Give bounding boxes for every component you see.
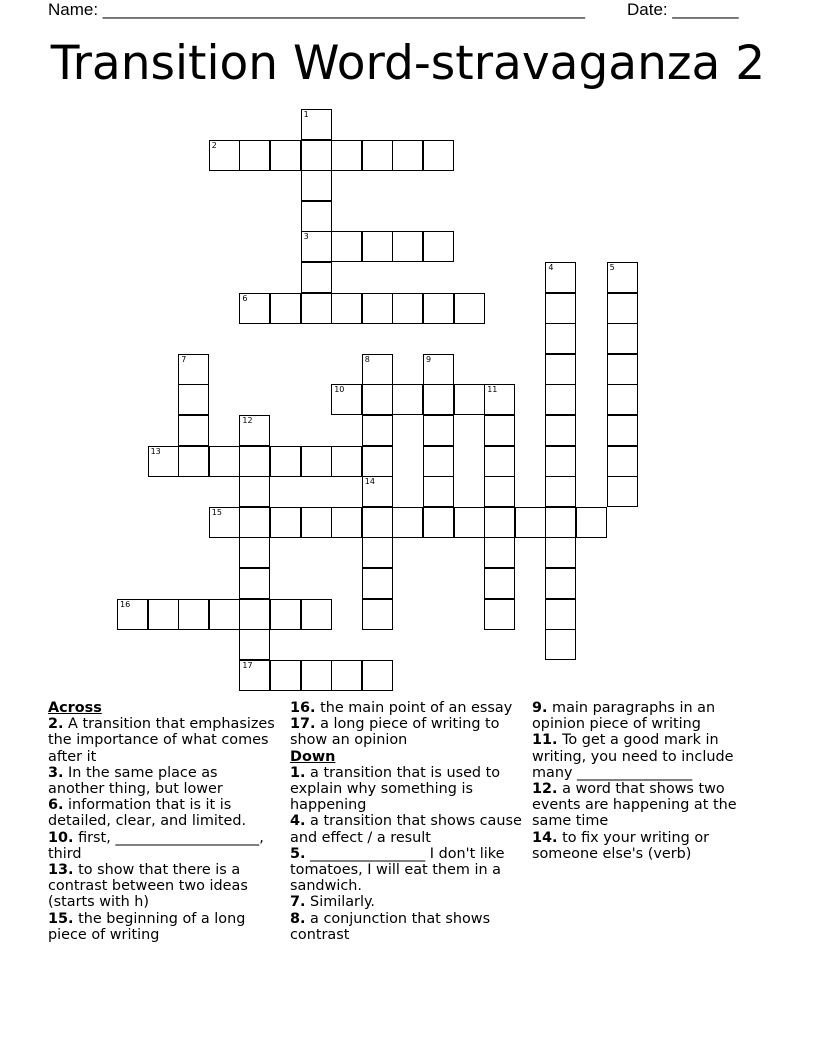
crossword-cell[interactable]	[545, 599, 576, 630]
page-title: Transition Word-stravaganza 2	[50, 36, 766, 91]
crossword-cell[interactable]	[331, 660, 362, 691]
crossword-cell[interactable]	[545, 476, 576, 507]
down-heading: Down	[290, 748, 336, 765]
clue-text: main paragraphs in an opinion piece of writing	[532, 700, 716, 733]
crossword-cell[interactable]	[545, 537, 576, 568]
clue-number: 14	[364, 477, 375, 487]
clue-item	[290, 716, 522, 748]
clue-column-3	[532, 700, 762, 862]
clue-text: A transition that emphasizes the importance of what comes after it	[48, 716, 275, 765]
clue-item	[532, 781, 762, 830]
crossword-cell[interactable]	[331, 140, 362, 171]
crossword-cell[interactable]	[392, 507, 423, 538]
crossword-cell[interactable]	[423, 476, 454, 507]
clue-number: 15	[211, 507, 222, 517]
clue-text: the main point of an essay	[315, 700, 513, 716]
clue-number: 7	[181, 354, 187, 364]
clue-number-label: 9.	[532, 700, 548, 716]
clue-number-label: 15.	[48, 910, 74, 927]
crossword-cell[interactable]	[209, 599, 240, 630]
crossword-cell[interactable]	[209, 507, 240, 538]
crossword-cell[interactable]	[331, 446, 362, 477]
clue-number: 8	[364, 354, 370, 364]
crossword-cell[interactable]	[362, 507, 393, 538]
crossword-cell[interactable]	[607, 384, 638, 415]
clue-text: To get a good mark in writing, you need to include many ________________	[532, 732, 734, 781]
crossword-cell[interactable]	[392, 231, 423, 262]
crossword-cell[interactable]	[423, 231, 454, 262]
clue-number-label: 4.	[290, 813, 306, 830]
crossword-cell[interactable]	[576, 507, 607, 538]
crossword-cell[interactable]	[362, 293, 393, 324]
crossword-cell[interactable]	[301, 140, 332, 171]
clue-number-label: 2.	[48, 716, 64, 733]
crossword-cell[interactable]	[454, 507, 485, 538]
crossword-cell[interactable]	[239, 537, 270, 568]
clue-number-label: 12.	[532, 781, 558, 798]
clue-text: the beginning of a long piece of writing	[48, 910, 246, 943]
clue-item	[290, 765, 522, 814]
crossword-cell[interactable]	[270, 293, 301, 324]
crossword-cell[interactable]	[331, 231, 362, 262]
clue-number: 11	[487, 385, 498, 395]
crossword-cell[interactable]	[423, 293, 454, 324]
crossword-cell[interactable]	[239, 599, 270, 630]
crossword-cell[interactable]	[239, 507, 270, 538]
crossword-cell[interactable]	[239, 415, 270, 446]
crossword-cell[interactable]	[362, 354, 393, 385]
clue-number-label: 10.	[48, 829, 74, 846]
clue-number-label: 13.	[48, 862, 74, 879]
clue-item	[290, 894, 522, 910]
clue-text: a transition that shows cause and effect / a result	[290, 813, 522, 846]
crossword-cell[interactable]	[362, 231, 393, 262]
clue-number: 1	[303, 110, 309, 119]
crossword-cell[interactable]	[301, 231, 332, 262]
crossword-cell[interactable]	[423, 415, 454, 446]
crossword-cell[interactable]	[301, 170, 332, 201]
crossword-cell[interactable]	[484, 537, 515, 568]
clue-number: 10	[334, 385, 345, 395]
clue-text: In the same place as another thing, but lower	[48, 764, 223, 798]
crossword-cell[interactable]	[392, 140, 423, 171]
clue-text: to fix your writing or someone else's (verb)	[532, 829, 710, 862]
crossword-cell[interactable]	[515, 507, 546, 538]
clue-item	[48, 716, 276, 765]
crossword-cell[interactable]	[331, 293, 362, 324]
crossword-cell[interactable]	[423, 384, 454, 415]
clue-list	[290, 765, 522, 943]
date-field-label[interactable]: Date: _______	[627, 0, 739, 19]
clue-number-label: 11.	[532, 732, 558, 749]
crossword-cell[interactable]	[270, 140, 301, 171]
crossword-cell[interactable]	[209, 446, 240, 477]
crossword-cell[interactable]	[362, 476, 393, 507]
crossword-cell[interactable]	[392, 384, 423, 415]
crossword-cell[interactable]	[178, 384, 209, 415]
clue-number: 5	[609, 263, 615, 272]
crossword-cell[interactable]	[331, 384, 362, 415]
crossword-cell[interactable]	[545, 293, 576, 324]
clue-text: a transition that is used to explain why something is happening	[290, 764, 501, 814]
crossword-cell[interactable]	[545, 354, 576, 385]
crossword-cell[interactable]	[484, 507, 515, 538]
clue-list	[290, 700, 522, 749]
crossword-cell[interactable]	[362, 660, 393, 691]
crossword-cell[interactable]	[239, 446, 270, 477]
clue-item	[290, 700, 522, 716]
crossword-cell[interactable]	[270, 507, 301, 538]
clue-number-label: 16.	[290, 700, 316, 716]
crossword-cell[interactable]	[423, 507, 454, 538]
crossword-cell[interactable]	[362, 384, 393, 415]
crossword-cell[interactable]	[607, 323, 638, 354]
clue-number-label: 3.	[48, 764, 64, 781]
clue-text: ________________ I don't like tomatoes, I will eat them in a sandwich.	[290, 845, 505, 895]
clue-text: a conjunction that shows contrast	[290, 910, 491, 943]
clue-item	[532, 700, 762, 732]
clue-text: Similarly.	[305, 894, 375, 911]
crossword-cell[interactable]	[178, 599, 209, 630]
name-field-label[interactable]: Name: ___________________________________________________	[48, 0, 585, 19]
clue-number-label: 7.	[290, 894, 306, 911]
crossword-cell[interactable]	[117, 599, 148, 630]
clue-number: 12	[242, 416, 253, 425]
clue-item	[290, 846, 522, 895]
crossword-cell[interactable]	[423, 446, 454, 477]
clue-text: a word that shows two events are happening at the same time	[532, 781, 737, 830]
clue-number: 3	[303, 232, 309, 242]
crossword-cell[interactable]	[607, 476, 638, 507]
crossword-cell[interactable]	[239, 568, 270, 599]
clue-item	[48, 911, 276, 943]
clue-item	[48, 797, 276, 829]
crossword-cell[interactable]	[301, 599, 332, 630]
crossword-cell[interactable]	[484, 476, 515, 507]
clue-text: first, ____________________, third	[48, 829, 264, 862]
clue-list	[532, 700, 762, 862]
crossword-cell[interactable]	[301, 262, 332, 293]
clue-item	[290, 813, 522, 845]
clue-number-label: 6.	[48, 797, 64, 814]
crossword-cell[interactable]	[148, 599, 179, 630]
crossword-cell[interactable]	[607, 354, 638, 385]
crossword-cell[interactable]	[484, 568, 515, 599]
crossword-cell[interactable]	[270, 446, 301, 477]
clue-number: 2	[211, 140, 217, 150]
crossword-cell[interactable]	[392, 293, 423, 324]
crossword-cell[interactable]	[301, 507, 332, 538]
crossword-cell[interactable]	[178, 354, 209, 385]
crossword-cell[interactable]	[239, 293, 270, 324]
clue-number-label: 17.	[290, 716, 316, 733]
clue-column-1	[48, 700, 276, 943]
crossword-cell[interactable]	[301, 109, 332, 140]
crossword-cell[interactable]	[331, 507, 362, 538]
crossword-cell[interactable]	[545, 446, 576, 477]
crossword-cell[interactable]	[239, 660, 270, 691]
crossword-cell[interactable]	[301, 201, 332, 232]
crossword-cell[interactable]	[270, 660, 301, 691]
crossword-cell[interactable]	[607, 415, 638, 446]
clue-number: 13	[150, 446, 161, 456]
crossword-cell[interactable]	[178, 446, 209, 477]
crossword-cell[interactable]	[301, 660, 332, 691]
crossword-cell[interactable]	[545, 507, 576, 538]
clue-number: 17	[242, 660, 253, 670]
clue-number-label: 8.	[290, 910, 306, 927]
crossword-cell[interactable]	[607, 446, 638, 477]
crossword-cell[interactable]	[607, 293, 638, 324]
crossword-cell[interactable]	[239, 476, 270, 507]
clue-text: a long piece of writing to show an opinion	[290, 716, 500, 749]
clue-item	[48, 765, 276, 797]
crossword-cell[interactable]	[484, 599, 515, 630]
crossword-cell[interactable]	[423, 140, 454, 171]
clue-number-label: 14.	[532, 829, 558, 846]
crossword-cell[interactable]	[484, 415, 515, 446]
clue-item	[48, 862, 276, 911]
clue-number-label: 5.	[290, 845, 306, 862]
clue-item	[532, 830, 762, 862]
clue-text: to show that there is a contrast between two ideas (starts with h)	[48, 862, 248, 911]
crossword-cell[interactable]	[239, 140, 270, 171]
crossword-cell[interactable]	[454, 293, 485, 324]
clue-item	[48, 830, 276, 862]
crossword-cell[interactable]	[545, 629, 576, 660]
crossword-cell[interactable]	[362, 568, 393, 599]
crossword-cell[interactable]	[484, 446, 515, 477]
clue-number: 6	[242, 293, 248, 303]
crossword-cell[interactable]	[607, 262, 638, 293]
crossword-cell[interactable]	[270, 599, 301, 630]
crossword-cell[interactable]	[362, 537, 393, 568]
crossword-cell[interactable]	[484, 384, 515, 415]
crossword-cell[interactable]	[362, 140, 393, 171]
clue-item	[290, 911, 522, 943]
clue-column-2	[290, 700, 522, 943]
across-heading: Across	[48, 700, 102, 716]
clue-item	[532, 732, 762, 781]
crossword-cell[interactable]	[362, 415, 393, 446]
crossword-cell[interactable]	[148, 446, 179, 477]
crossword-cell[interactable]	[545, 415, 576, 446]
crossword-cell[interactable]	[545, 262, 576, 293]
crossword-cell[interactable]	[362, 446, 393, 477]
clue-number: 9	[426, 354, 432, 364]
crossword-cell[interactable]	[362, 599, 393, 630]
crossword-cell[interactable]	[545, 384, 576, 415]
crossword-cell[interactable]	[545, 323, 576, 354]
clue-list	[48, 716, 276, 943]
clue-number: 4	[548, 263, 554, 272]
clue-number: 16	[120, 599, 131, 609]
crossword-cell[interactable]	[239, 629, 270, 660]
crossword-cell[interactable]	[545, 568, 576, 599]
crossword-cell[interactable]	[178, 415, 209, 446]
crossword-cell[interactable]	[301, 446, 332, 477]
crossword-cell[interactable]	[423, 354, 454, 385]
clue-text: information that is it is detailed, clear, and limited.	[48, 797, 247, 830]
crossword-cell[interactable]	[301, 293, 332, 324]
crossword-cell[interactable]	[209, 140, 240, 171]
crossword-cell[interactable]	[454, 384, 485, 415]
clue-number-label: 1.	[290, 764, 306, 781]
